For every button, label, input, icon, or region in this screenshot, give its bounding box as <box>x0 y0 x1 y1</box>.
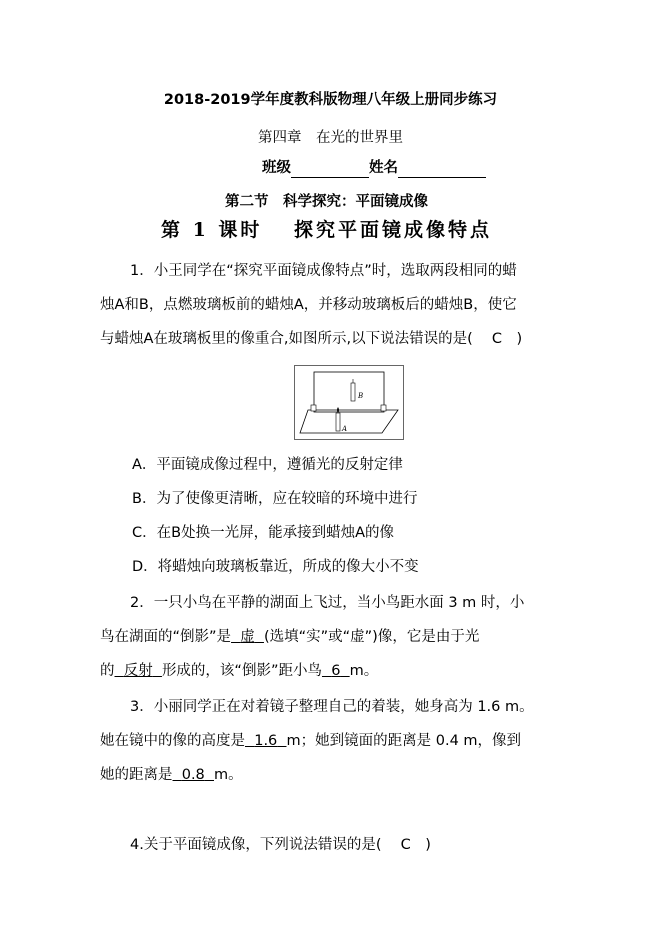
q2-text-b: (选填“实”或“虚”)像，它是由于光 <box>263 629 480 645</box>
q2-text-a: 鸟在湖面的“倒影”是 <box>100 629 232 645</box>
q2-text-c: 的 <box>100 663 115 679</box>
q3-text-c: 她的距离是 <box>100 767 173 783</box>
q1-option-c[interactable]: C．在B处换一光屏，能承接到蜡烛A的像 <box>132 525 394 541</box>
worksheet-title: 2018-2019学年度教科版物理八年级上册同步练习 <box>163 92 498 108</box>
plane-mirror-experiment-figure <box>294 365 404 440</box>
q2-answer-virtual[interactable]: 虚 <box>240 629 255 645</box>
figure-label-a: A <box>342 425 348 433</box>
q3-answer-height[interactable]: 1.6 <box>254 733 278 749</box>
q1-line-2: 烛A和B，点燃玻璃板前的蜡烛A，并移动玻璃板后的蜡烛B，使它 <box>100 297 517 313</box>
name-label: 姓名 <box>369 160 398 176</box>
q1-option-a[interactable]: A．平面镜成像过程中，遵循光的反射定律 <box>132 457 403 473</box>
q2-text-d: 形成的，该“倒影”距小鸟 <box>161 663 322 679</box>
q1-line-3: 与蜡烛A在玻璃板里的像重合,如图所示,以下说法错误的是( C ) <box>100 331 523 347</box>
class-blank[interactable] <box>291 161 369 178</box>
class-name-row <box>262 158 486 178</box>
q3-text-d: m。 <box>214 767 243 783</box>
q2-line-2 <box>100 627 479 647</box>
q3-text-b: m；她到镜面的距离是 0.4 m，像到 <box>286 733 522 749</box>
q3-line-3 <box>100 765 243 785</box>
section-heading: 第二节 科学探究：平面镜成像 <box>225 194 428 210</box>
q2-text-e: m。 <box>349 663 379 679</box>
figure-label-b: B <box>358 392 364 400</box>
class-label: 班级 <box>262 160 291 176</box>
q3-line-2 <box>100 731 521 751</box>
q3-text-a: 她在镜中的像的高度是 <box>100 733 245 749</box>
q4-line-1: 4.关于平面镜成像，下列说法错误的是( C ) <box>130 837 431 853</box>
q1-option-b[interactable]: B．为了使像更清晰，应在较暗的环境中进行 <box>132 491 418 507</box>
q2-answer-distance[interactable]: 6 <box>331 663 341 679</box>
q2-line-3 <box>100 661 378 681</box>
q1-line-1: 1．小王同学在“探究平面镜成像特点”时，选取两段相同的蜡 <box>130 263 517 279</box>
q3-line-1: 3．小丽同学正在对着镜子整理自己的着装，她身高为 1.6 m。 <box>130 699 534 715</box>
q2-answer-reflection[interactable]: 反射 <box>123 663 153 679</box>
q2-line-1: 2．一只小鸟在平静的湖面上飞过，当小鸟距水面 3 m 时，小 <box>130 595 525 611</box>
name-blank[interactable] <box>398 161 486 178</box>
chapter-heading: 第四章 在光的世界里 <box>258 130 403 146</box>
lesson-heading: 第 1 课时 探究平面镜成像特点 <box>160 219 493 241</box>
q3-answer-distance[interactable]: 0.8 <box>181 767 205 783</box>
q1-option-d[interactable]: D．将蜡烛向玻璃板靠近，所成的像大小不变 <box>132 559 419 575</box>
